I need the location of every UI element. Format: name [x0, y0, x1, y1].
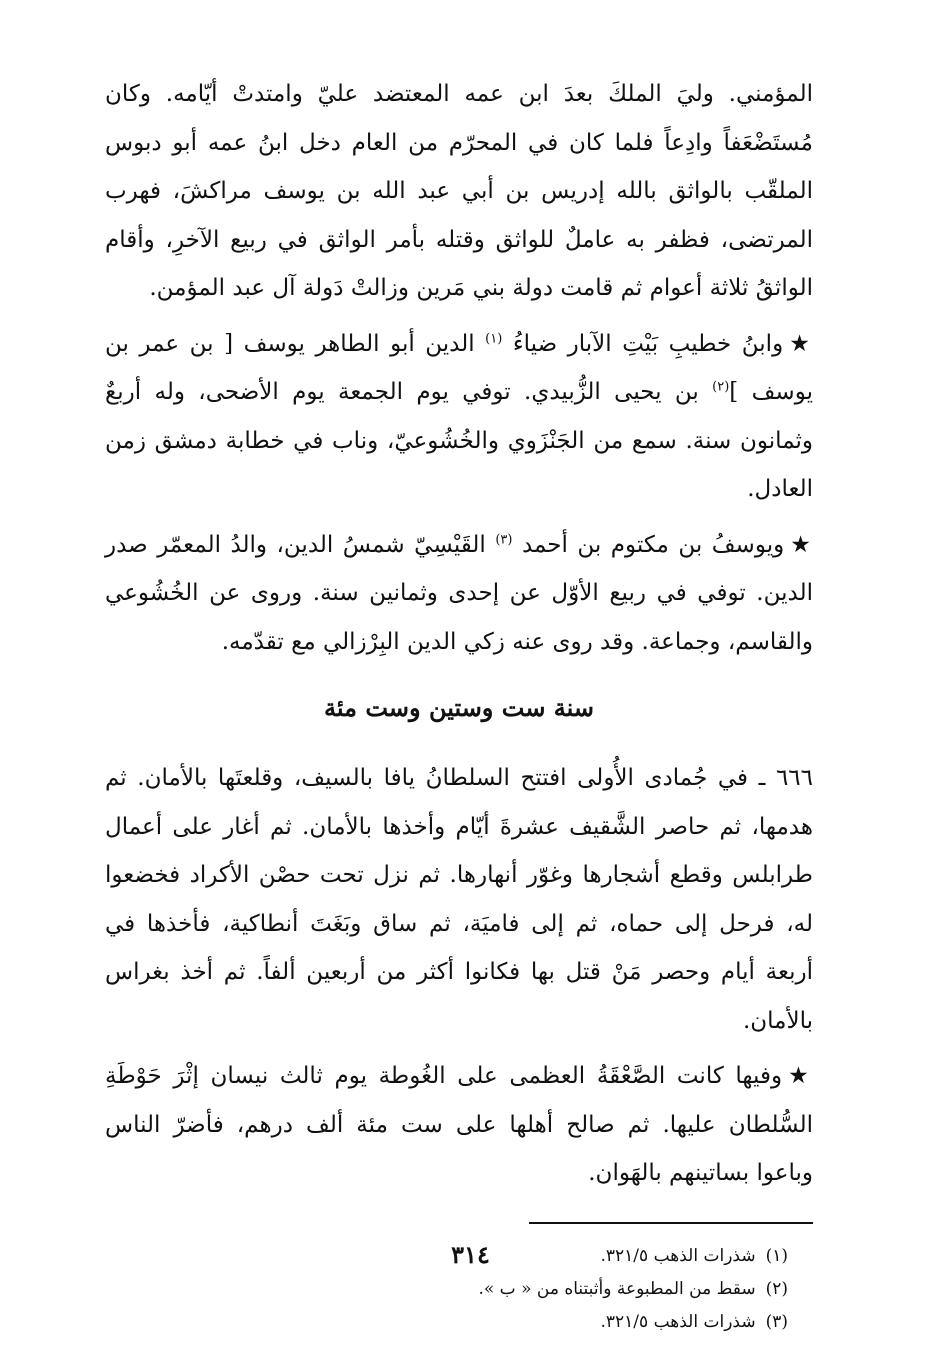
footnote-number: (١) [765, 1245, 788, 1266]
footnote-ref-2[interactable]: (٢) [712, 379, 730, 395]
footnote-text: شذرات الذهب ٣٢١/٥. [600, 1311, 756, 1332]
paragraph-yusuf-ibn-maktum [105, 521, 813, 667]
paragraph-text-b: القَيْسِيّ شمسُ الدين، والدُ المعمّر صدر الدين. توفي في ربيع الأوّل عن إحدى وثمانين سنة. وروى عن الخُشُوعي والقاسم، وجماعة. وقد روى عنه زكي الدين البِرْزالي مع تقدّمه. [105, 531, 813, 655]
paragraph-text: ٦٦٦ ـ في جُمادى الأُولى افتتح السلطانُ يافا بالسيف، وقلعتَها بالأمان. ثم هدمها، ثم حاصر الشَّقيف عشرةَ أيّام وأخذها بالأمان. ثم أغار على أعمال طرابلس وقطع أشجارها وغوّر أنهارها. ثم نزل تحت حصْن الأكراد فخضعوا له، فرحل إلى حماه، ثم إلى فاميَة، ثم ساق وبَغَتَ أنطاكية، فأخذها في أربعة أيام وحصر مَنْ قتل بها فكانوا أكثر من أربعين ألفاً. ثم أخذ بغراس بالأمان. [105, 765, 813, 1034]
paragraph-ibn-khatib-bayt-al-abar [105, 320, 813, 514]
star-bullet-icon: ★ [790, 531, 814, 558]
footnote-text: سقط من المطبوعة وأثبتناه من « ب ». [478, 1278, 756, 1299]
section-heading: سنة ست وستين وست مئة [324, 693, 594, 722]
paragraph-text-c: بن يحيى الزُّبيدي. توفي يوم الجمعة يوم الأضحى، وله أربعٌ وثمانون سنة. سمع من الجَنْزَوي والخُشُوعيّ، وناب في خطابة دمشق زمن العادل. [105, 379, 813, 502]
paragraph-text-a: ويوسفُ بن مكتوم بن أحمد [521, 531, 785, 558]
footnote-2 [105, 1273, 813, 1306]
paragraph-text: وفيها كانت الصَّعْقَةُ العظمى على الغُوطة يوم ثالث نيسان إثْرَ حَوْطَةِ السُّلطان عليها. ثم صالح أهلها على ست مئة ألف درهم، فأضرّ الناس وباعوا بساتينهم بالهَوان. [105, 1063, 813, 1186]
footnote-number: (٢) [765, 1278, 788, 1299]
footnote-ref-3[interactable]: (٣) [495, 531, 513, 547]
paragraph-text-b: الدين أبو الطاهر يوسف [ بن عمر بن يوسف ] [105, 330, 813, 405]
footnote-number: (٣) [765, 1311, 788, 1332]
paragraph-text: المؤمني. وليَ الملكَ بعدَ ابن عمه المعتضد عليّ وامتدتْ أيّامه. وكان مُستَضْعَفاً وادِعاً فلما كان في المحرّم من العام دخل ابنُ عمه أبو دبوس الملقّب بالواثق بالله إدريس بن أبي عبد الله بن يوسف مراكشَ، فهرب المرتضى، فظفر به عاملٌ للواثق وقتله بأمر الواثق في ربيع الآخرِ، وأقام الواثقُ ثلاثة أعوام ثم قامت دولة بني مَرين وزالتْ دَولة آل عبد المؤمن. [105, 81, 813, 301]
paragraph-almuminid-succession [105, 70, 813, 313]
star-bullet-icon: ★ [788, 1063, 813, 1089]
star-bullet-icon: ★ [789, 330, 814, 357]
footnote-text: شذرات الذهب ٣٢١/٥. [600, 1245, 756, 1266]
page-number: ٣١٤ [451, 1240, 490, 1269]
footnote-3 [105, 1306, 813, 1339]
paragraph-year-666-events [105, 754, 813, 1045]
paragraph-ghouta-lightning [105, 1052, 813, 1198]
footnote-ref-1[interactable]: (١) [485, 330, 503, 346]
footnote-divider [529, 1222, 813, 1224]
paragraph-text-a: وابنُ خطيبِ بَيْتِ الآبار ضياءُ [512, 330, 784, 357]
